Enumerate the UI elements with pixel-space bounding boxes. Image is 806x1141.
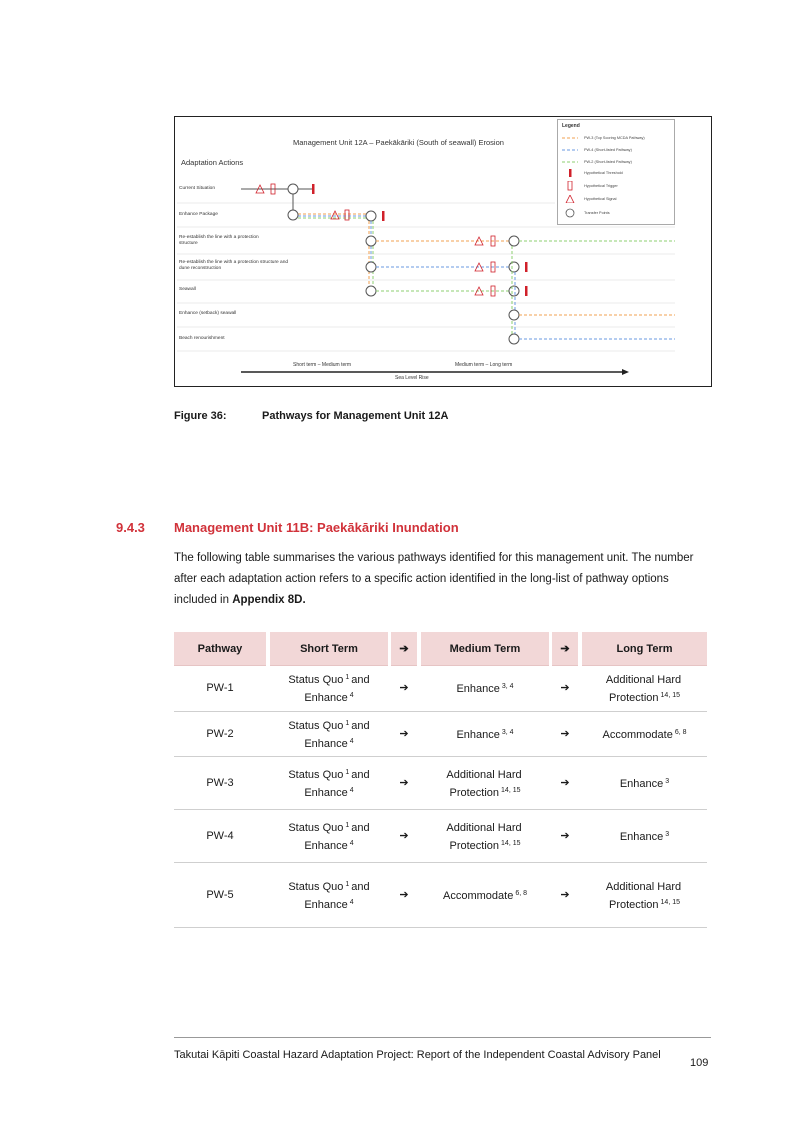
footnote-ref: 3	[665, 778, 670, 785]
cell-text: Enhance	[619, 831, 664, 843]
cell-text: ➔	[560, 829, 570, 842]
cell-short-term	[270, 757, 388, 809]
green-dashed-line-icon	[562, 158, 578, 166]
cell-text: PW-3	[206, 776, 234, 789]
intro-paragraph	[174, 548, 714, 611]
row-label-current: Current Situation	[179, 186, 215, 191]
figure-caption	[174, 410, 448, 422]
paragraph-text: The following table summarises the various pathways identified for this management unit. The number after each adaptation action refers to a specific action identified in the long-list of pathway options included in	[174, 552, 694, 606]
header-medium-term: Medium Term	[421, 632, 549, 666]
footnote-ref: 3	[665, 831, 670, 838]
footnote-ref: 4	[349, 787, 354, 794]
cell-text: Status Quo	[288, 769, 344, 781]
actions-heading: Adaptation Actions	[181, 158, 244, 167]
cell-short-term	[270, 665, 388, 711]
cell-text: PW-5	[206, 888, 234, 901]
row-label-reestablish-dune: Re-establish the line with a protection structure and dune reconstruction	[179, 260, 289, 271]
footnote-ref: 4	[349, 738, 354, 745]
cell-text: Enhance	[456, 729, 500, 741]
cell-long-term	[582, 863, 707, 927]
cell-text: Enhance	[456, 683, 500, 695]
footnote-ref: 14, 15	[660, 899, 680, 906]
signal-triangle-icon	[562, 195, 578, 203]
threshold-icon	[562, 169, 578, 177]
cell-text: ➔	[399, 888, 409, 901]
pathways-table	[174, 632, 707, 928]
figure-caption-text: Pathways for Management Unit 12A	[262, 410, 449, 422]
pathway-figure	[174, 116, 712, 387]
table-row	[174, 757, 707, 810]
section-title: Management Unit 11B: Paekākāriki Inundation	[174, 520, 459, 535]
cell-text: Status Quo	[288, 720, 344, 732]
footer-rule	[174, 1037, 711, 1038]
cell-text: and	[351, 674, 370, 686]
cell-arrow-1	[391, 810, 417, 862]
cell-medium-term	[421, 712, 549, 756]
footnote-ref: 4	[349, 899, 354, 906]
cell-text: Enhance	[304, 692, 348, 704]
cell-text: ➔	[560, 681, 570, 694]
cell-text: PW-1	[206, 681, 234, 694]
legend-item-pw4: PW-4 (Short-listed Pathway)	[584, 148, 632, 152]
cell-text: ➔	[560, 776, 570, 789]
footnote-ref: 1	[345, 881, 350, 888]
table-row	[174, 810, 707, 863]
blue-dashed-line-icon	[562, 146, 578, 154]
cell-text: Enhance	[304, 840, 348, 852]
table-row	[174, 712, 707, 757]
cell-long-term	[582, 712, 707, 756]
table-row	[174, 863, 707, 928]
cell-text: and	[351, 769, 370, 781]
cell-text: Protection	[449, 840, 500, 852]
appendix-reference: Appendix 8D.	[232, 594, 306, 606]
cell-short-term	[270, 863, 388, 927]
cell-text: Enhance	[304, 787, 348, 799]
cell-arrow-2	[552, 712, 578, 756]
figure-title: Management Unit 12A – Paekākāriki (South of seawall) Erosion	[293, 138, 504, 147]
legend-item-pw3: PW-3 (Top Scoring MCDA Pathway)	[584, 136, 645, 140]
cell-medium-term	[421, 665, 549, 711]
cell-text: Additional Hard	[605, 674, 682, 686]
header-pathway: Pathway	[174, 632, 266, 666]
trigger-icon	[562, 181, 578, 191]
cell-text: ➔	[560, 727, 570, 740]
footnote-ref: 14, 15	[501, 840, 521, 847]
cell-text: Protection	[609, 692, 659, 704]
cell-text: Additional Hard	[446, 822, 522, 834]
legend-title: Legend	[562, 123, 580, 129]
cell-short-term	[270, 712, 388, 756]
timeline-medium-long: Medium term – Long term	[455, 362, 513, 368]
cell-medium-term	[421, 863, 549, 927]
footnote-ref: 1	[345, 822, 350, 829]
timeline-axis-label: Sea Level Rise	[395, 375, 429, 381]
cell-long-term	[582, 665, 707, 711]
cell-short-term	[270, 810, 388, 862]
header-long-term: Long Term	[582, 632, 707, 666]
cell-pathway	[174, 712, 266, 756]
legend	[557, 119, 675, 225]
cell-pathway	[174, 863, 266, 927]
figure-number: Figure 36:	[174, 410, 227, 422]
footnote-ref: 1	[345, 674, 350, 681]
header-arrow-1: ➔	[391, 632, 417, 666]
cell-text: Enhance	[304, 899, 348, 911]
cell-text: Protection	[449, 787, 500, 799]
legend-item-pw2: PW-2 (Short-listed Pathway)	[584, 160, 632, 164]
footnote-ref: 1	[345, 720, 350, 727]
cell-text: ➔	[399, 727, 409, 740]
footnote-ref: 14, 15	[660, 692, 680, 699]
legend-item-trigger: Hypothetical Trigger	[584, 184, 618, 188]
footnote-ref: 14, 15	[501, 787, 521, 794]
cell-text: ➔	[560, 888, 570, 901]
cell-text: Enhance	[619, 778, 664, 790]
cell-text: Status Quo	[288, 881, 344, 893]
cell-arrow-2	[552, 810, 578, 862]
cell-arrow-1	[391, 712, 417, 756]
cell-arrow-1	[391, 757, 417, 809]
legend-item-transfer: Transfer Points	[584, 211, 610, 215]
row-label-reestablish: Re-establish the line with a protection structure	[179, 235, 259, 246]
cell-text: and	[351, 881, 370, 893]
footnote-ref: 4	[349, 840, 354, 847]
footnote-ref: 3, 4	[501, 683, 514, 690]
timeline-short-medium: Short term – Medium term	[293, 362, 352, 368]
cell-text: Accommodate	[443, 890, 514, 902]
header-short-term: Short Term	[270, 632, 388, 666]
footnote-ref: 1	[345, 769, 350, 776]
cell-text: Status Quo	[288, 822, 344, 834]
cell-text: Enhance	[304, 738, 348, 750]
legend-item-signal: Hypothetical Signal	[584, 197, 617, 201]
cell-long-term	[582, 757, 707, 809]
cell-text: ➔	[399, 776, 409, 789]
cell-pathway	[174, 665, 266, 711]
cell-text: ➔	[399, 681, 409, 694]
cell-arrow-2	[552, 757, 578, 809]
page-number: 109	[690, 1057, 709, 1069]
cell-long-term	[582, 810, 707, 862]
cell-text: and	[351, 822, 370, 834]
cell-arrow-1	[391, 863, 417, 927]
row-label-beach: Beach renourishment	[179, 336, 225, 341]
cell-arrow-2	[552, 665, 578, 711]
cell-text: PW-4	[206, 829, 234, 842]
row-label-setback-seawall: Enhance (setback) seawall	[179, 311, 237, 316]
transfer-circle-icon	[562, 208, 578, 218]
cell-pathway	[174, 810, 266, 862]
cell-pathway	[174, 757, 266, 809]
cell-arrow-1	[391, 665, 417, 711]
table-row	[174, 665, 707, 712]
cell-text: Status Quo	[288, 674, 344, 686]
table-header	[174, 632, 707, 665]
cell-text: Additional Hard	[446, 769, 522, 781]
cell-text: PW-2	[206, 727, 234, 740]
footnote-ref: 3, 4	[501, 729, 514, 736]
footnote-ref: 6, 8	[674, 729, 687, 736]
cell-text: Protection	[609, 899, 659, 911]
row-label-seawall: Seawall	[179, 287, 196, 292]
cell-medium-term	[421, 757, 549, 809]
cell-arrow-2	[552, 863, 578, 927]
footnote-ref: 6, 8	[515, 890, 527, 897]
cell-text: Accommodate	[602, 729, 673, 741]
section-number: 9.4.3	[116, 520, 145, 535]
legend-item-threshold: Hypothetical Threshold	[584, 171, 623, 175]
footnote-ref: 4	[349, 692, 354, 699]
orange-dashed-line-icon	[562, 134, 578, 142]
row-label-enhance: Enhance Package	[179, 212, 218, 217]
cell-medium-term	[421, 810, 549, 862]
cell-text: ➔	[399, 829, 409, 842]
table-body	[174, 665, 707, 928]
footer-text: Takutai Kāpiti Coastal Hazard Adaptation Project: Report of the Independent Coastal Advisory Panel	[174, 1049, 661, 1061]
cell-text: Additional Hard	[605, 881, 682, 893]
cell-text: and	[351, 720, 370, 732]
header-arrow-2: ➔	[552, 632, 578, 666]
